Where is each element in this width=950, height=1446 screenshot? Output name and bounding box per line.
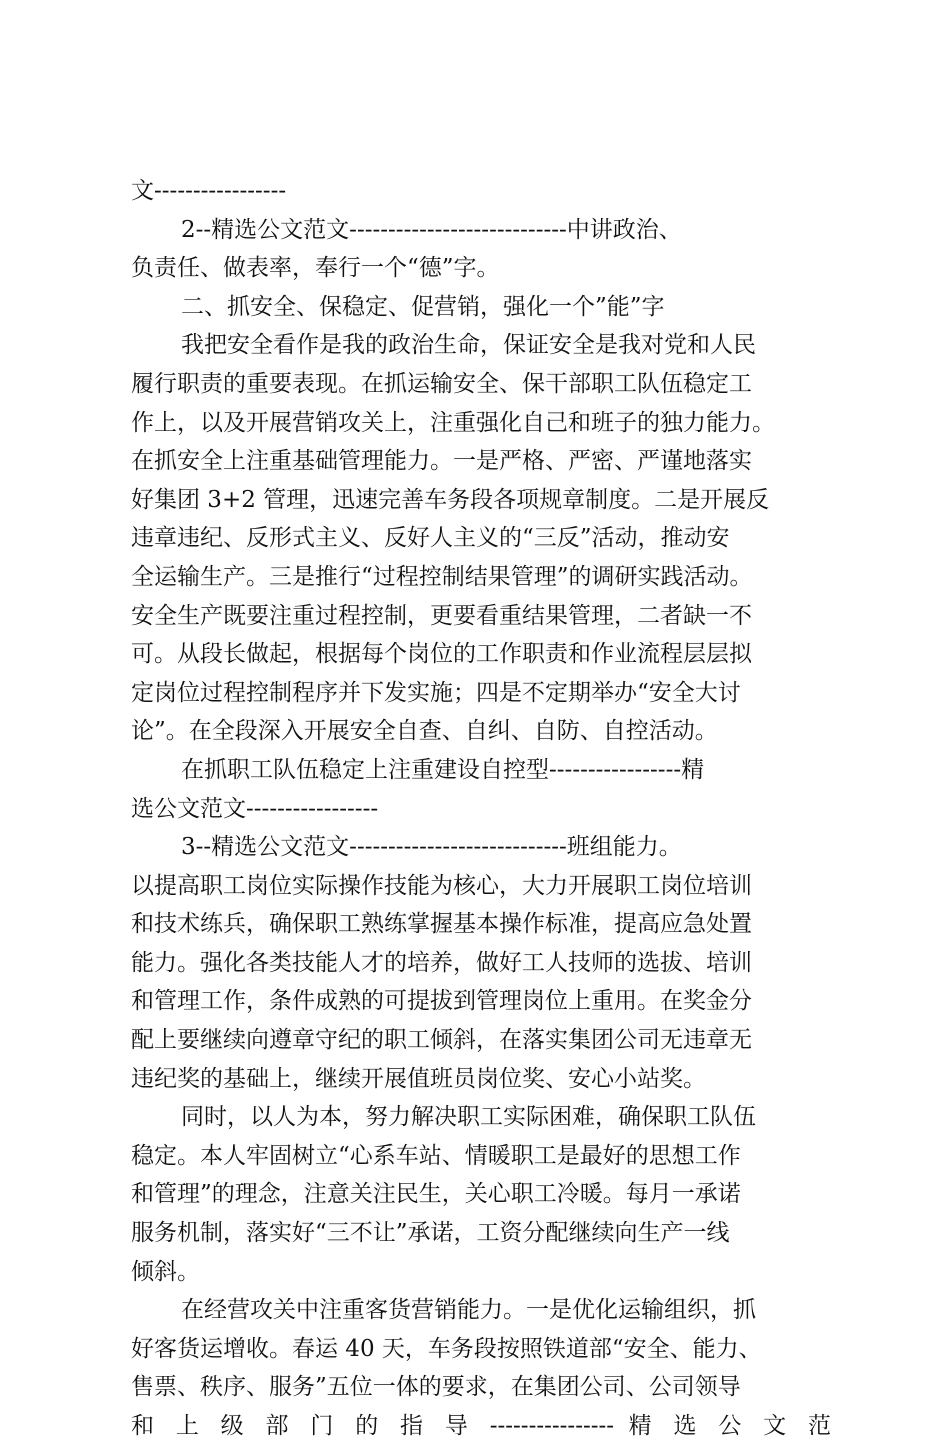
text-line: 稳定。本人牢固树立“心系车站、情暖职工是最好的思想工作 <box>131 1142 741 1169</box>
text-line: 在经营攻关中注重客货营销能力。一是优化运输组织，抓 <box>181 1297 756 1324</box>
text-line: 2--精选公文范文----------------------------中讲政治、 <box>181 216 682 243</box>
text-line: 在抓安全上注重基础管理能力。一是严格、严密、严谨地落实 <box>131 448 752 475</box>
text-line: 以提高职工岗位实际操作技能为核心，大力开展职工岗位培训 <box>131 872 752 899</box>
text-line: 在抓职工队伍稳定上注重建设自控型-----------------精 <box>181 756 705 783</box>
text-line: 和 上 级 部 门 的 指 导 ---------------- 精 选 公 文 范 <box>131 1413 831 1439</box>
text-line: 售票、秩序、服务”五位一体的要求，在集团公司、公司领导 <box>131 1374 741 1401</box>
text-line: 好集团 3+2 管理，迅速完善车务段各项规章制度。二是开展反 <box>131 486 770 513</box>
text-line: 违章违纪、反形式主义、反好人主义的“三反”活动，推动安 <box>131 525 730 552</box>
text-line: 作上，以及开展营销攻关上，注重强化自己和班子的独力能力。 <box>131 409 775 436</box>
text-line: 服务机制，落实好“三不让”承诺，工资分配继续向生产一线 <box>131 1220 730 1247</box>
text-line: 定岗位过程控制程序并下发实施；四是不定期举办“安全大讨 <box>131 679 741 706</box>
document-body <box>131 172 831 1446</box>
text-line: 我把安全看作是我的政治生命，保证安全是我对党和人民 <box>181 332 756 359</box>
section-heading: 二、抓安全、保稳定、促营销，强化一个”能”字 <box>181 293 665 320</box>
text-line: 好客货运增收。春运 40 天，车务段按照铁道部“安全、能力、 <box>131 1335 762 1362</box>
text-line: 安全生产既要注重过程控制，更要看重结果管理，二者缺一不 <box>131 602 752 629</box>
text-line: 论”。在全段深入开展安全自查、自纠、自防、自控活动。 <box>131 718 718 745</box>
text-line: 3--精选公文范文----------------------------班组能力。 <box>181 834 682 861</box>
text-line: 能力。强化各类技能人才的培养，做好工人技师的选拔、培训 <box>131 949 752 976</box>
text-line: 和管理工作，条件成熟的可提拔到管理岗位上重用。在奖金分 <box>131 988 752 1015</box>
text-line: 倾斜。 <box>131 1258 200 1285</box>
text-line: 配上要继续向遵章守纪的职工倾斜，在落实集团公司无违章无 <box>131 1027 752 1054</box>
text-line: 选公文范文----------------- <box>131 795 379 822</box>
text-line: 文----------------- <box>131 178 287 204</box>
text-line: 和管理”的理念，注意关注民生，关心职工冷暖。每月一承诺 <box>131 1181 741 1208</box>
text-line: 负责任、做表率，奉行一个“德”字。 <box>131 255 500 282</box>
text-line: 和技术练兵，确保职工熟练掌握基本操作标准，提高应急处置 <box>131 911 752 938</box>
text-line: 违纪奖的基础上，继续开展值班员岗位奖、安心小站奖。 <box>131 1065 706 1092</box>
text-line: 全运输生产。三是推行“过程控制结果管理”的调研实践活动。 <box>131 563 753 590</box>
text-line: 履行职责的重要表现。在抓运输安全、保干部职工队伍稳定工 <box>131 370 752 397</box>
text-line: 可。从段长做起，根据每个岗位的工作职责和作业流程层层拟 <box>131 641 752 668</box>
text-line: 同时，以人为本，努力解决职工实际困难，确保职工队伍 <box>181 1104 756 1131</box>
